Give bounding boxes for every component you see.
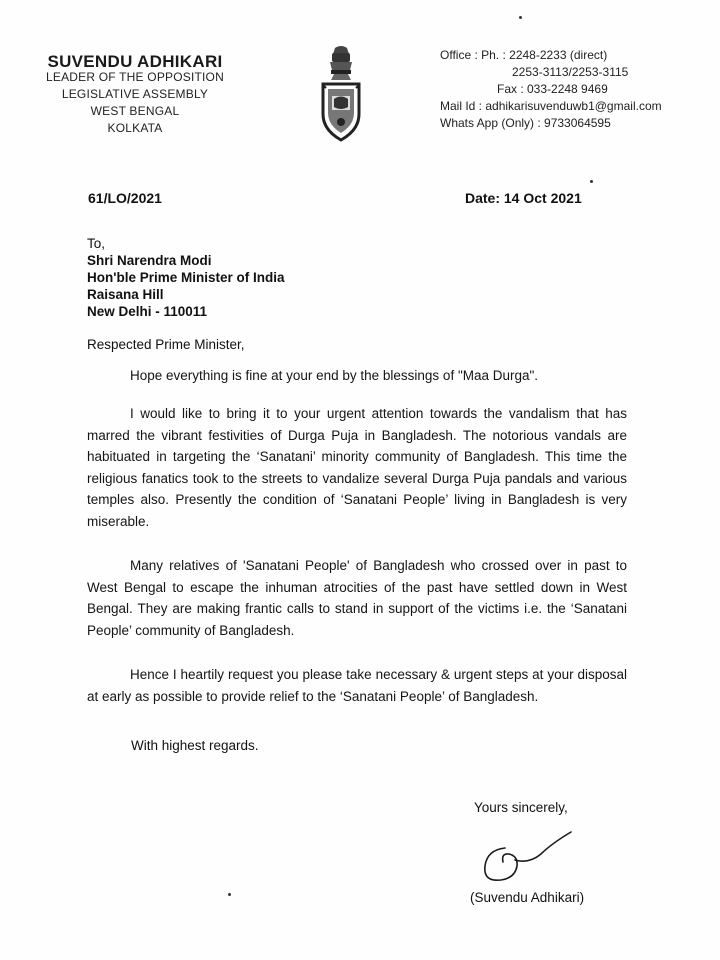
paper-speck bbox=[519, 16, 522, 19]
recipient-name: Shri Narendra Modi bbox=[87, 253, 212, 268]
regards-line: With highest regards. bbox=[131, 738, 259, 753]
salutation: Respected Prime Minister, bbox=[87, 337, 245, 352]
closing-line: Yours sincerely, bbox=[474, 800, 568, 815]
letterhead-name: SUVENDU ADHIKARI bbox=[47, 52, 223, 71]
signature-image bbox=[475, 826, 585, 886]
contact-office-phone-2: 2253-3113/2253-3115 bbox=[512, 65, 629, 79]
recipient-address-line: Raisana Hill bbox=[87, 287, 164, 302]
paper-speck bbox=[590, 180, 593, 183]
state-emblem-icon bbox=[318, 44, 364, 150]
body-paragraph: Hope everything is fine at your end by the blessings of "Maa Durga". bbox=[130, 368, 539, 383]
body-paragraph: I would like to bring it to your urgent attention towards the vandalism that has marred the vibrant festivities of Durga Puja in Bangladesh. The notorious vandals are habituated in targeting the ‘Sanatani’ minority community of Bangladesh. This time the religious fanatics took to the streets to vandalize several Durga Puja pandals and various temples also. Presently the condition of ‘Sanatani People’ living in Bangladesh is very miserable. bbox=[87, 406, 627, 529]
contact-office-phone: Office : Ph. : 2248-2233 (direct) bbox=[440, 48, 608, 62]
letterhead-designation-line: KOLKATA bbox=[107, 121, 163, 135]
signer-name: (Suvendu Adhikari) bbox=[470, 890, 585, 905]
contact-whatsapp: Whats App (Only) : 9733064595 bbox=[440, 116, 611, 130]
recipient-to: To, bbox=[87, 236, 106, 251]
letter-date: Date: 14 Oct 2021 bbox=[465, 190, 582, 206]
body-paragraph: Hence I heartily request you please take necessary & urgent steps at your disposal at early as possible to provide relief to the ‘Sanatani People’ of Bangladesh. bbox=[87, 667, 627, 704]
letterhead-designation-line: LEADER OF THE OPPOSITION bbox=[46, 70, 224, 84]
contact-email: Mail Id : adhikarisuvenduwb1@gmail.com bbox=[440, 99, 662, 113]
body-paragraph: Many relatives of 'Sanatani People' of Bangladesh who crossed over in past to West Bengal to escape the inhuman atrocities of the past have settled down in West Bengal. They are making frantic calls to stand in support of the victims i.e. the ‘Sanatani People’ community of Bangladesh. bbox=[87, 558, 627, 638]
recipient-title: Hon'ble Prime Minister of India bbox=[87, 270, 285, 285]
letterhead-designation-line: WEST BENGAL bbox=[90, 104, 180, 118]
contact-fax: Fax : 033-2248 9469 bbox=[497, 82, 608, 96]
recipient-address-line: New Delhi - 110011 bbox=[87, 304, 208, 319]
paper-speck bbox=[228, 893, 231, 896]
letterhead-designation-line: LEGISLATIVE ASSEMBLY bbox=[61, 87, 209, 101]
reference-number: 61/LO/2021 bbox=[88, 190, 162, 206]
